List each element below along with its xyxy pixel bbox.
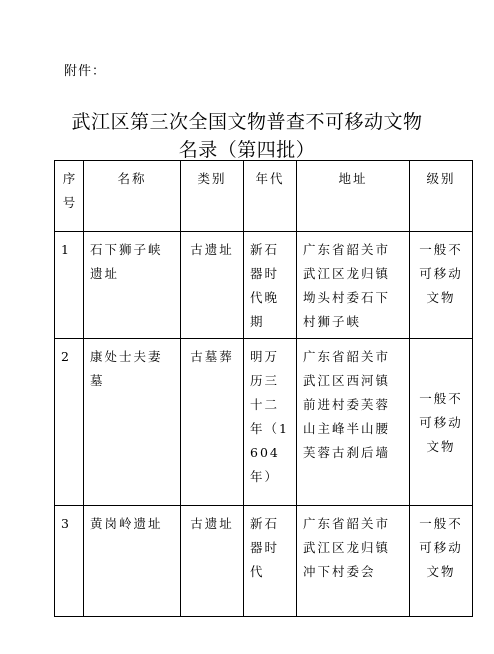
table-row bbox=[55, 339, 473, 506]
cell-level: 一般不可移动文物 bbox=[410, 506, 473, 617]
cell-level: 一般不可移动文物 bbox=[410, 339, 473, 506]
cell-number: 1 bbox=[55, 232, 84, 339]
header-address: 地址 bbox=[297, 161, 410, 232]
cell-name: 石下狮子峡遗址 bbox=[84, 232, 181, 339]
cell-name: 康处士夫妻墓 bbox=[84, 339, 181, 506]
cell-category: 古遗址 bbox=[181, 506, 244, 617]
cell-number: 2 bbox=[55, 339, 84, 506]
header-era: 年代 bbox=[244, 161, 297, 232]
attachment-label: 附件： bbox=[64, 64, 107, 79]
table-header-row bbox=[55, 161, 473, 232]
document-title-line1: 武江区第三次全国文物普查不可移动文物 bbox=[71, 111, 423, 133]
cell-address: 广东省韶关市武江区西河镇前进村委芙蓉山主峰半山腰芙蓉古刹后墙 bbox=[297, 339, 410, 506]
cell-address: 广东省韶关市武江区龙归镇冲下村委会 bbox=[297, 506, 410, 617]
document-title-line2: 名录（第四批） bbox=[178, 139, 316, 161]
cell-name: 黄岗岭遗址 bbox=[84, 506, 181, 617]
cell-level: 一般不可移动文物 bbox=[410, 232, 473, 339]
cell-address: 广东省韶关市武江区龙归镇坳头村委石下村狮子峡 bbox=[297, 232, 410, 339]
cell-number: 3 bbox=[55, 506, 84, 617]
header-level: 级别 bbox=[410, 161, 473, 232]
cell-category: 古墓葬 bbox=[181, 339, 244, 506]
cell-era: 新石器时代 bbox=[244, 506, 297, 617]
header-name: 名称 bbox=[84, 161, 181, 232]
heritage-list-table bbox=[54, 160, 473, 617]
cell-era: 明万历三十二年（1604年） bbox=[244, 339, 297, 506]
header-category: 类别 bbox=[181, 161, 244, 232]
cell-era: 新石器时代晚期 bbox=[244, 232, 297, 339]
table-row bbox=[55, 506, 473, 617]
table-row bbox=[55, 232, 473, 339]
header-number: 序号 bbox=[55, 161, 84, 232]
cell-category: 古遗址 bbox=[181, 232, 244, 339]
